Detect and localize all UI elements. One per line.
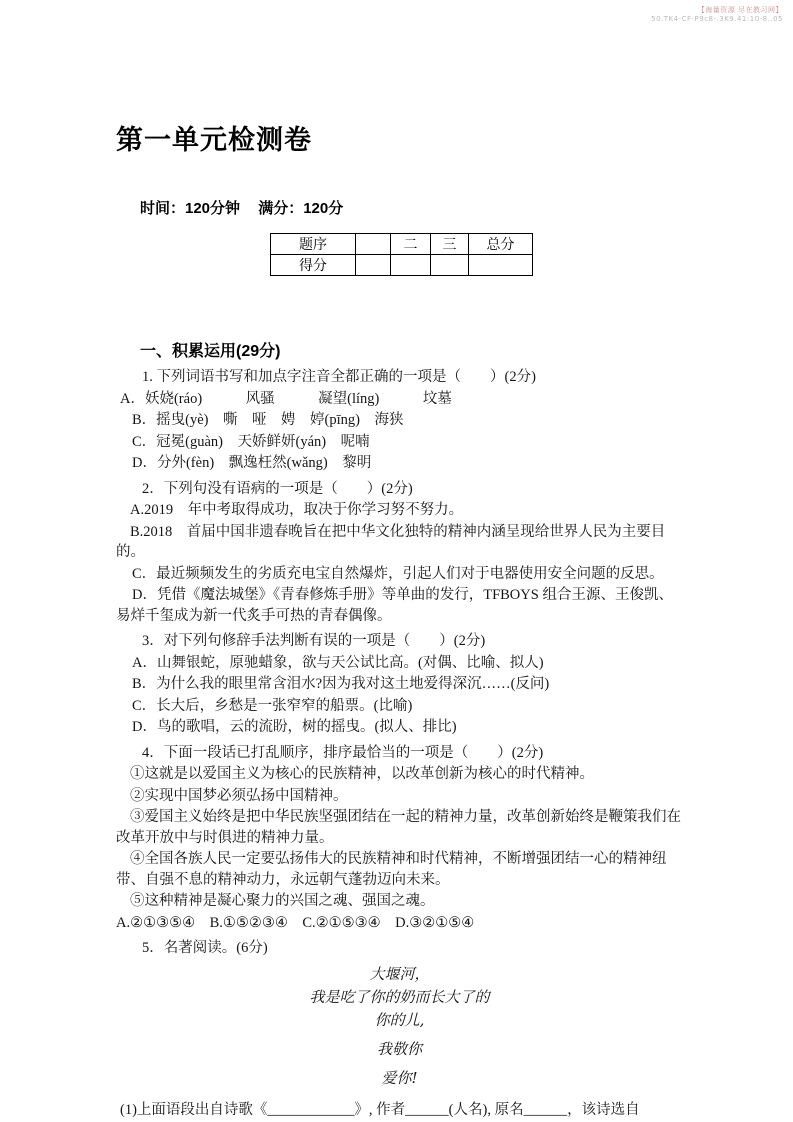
- poem-line: 你的儿,: [374, 1010, 425, 1029]
- table-cell: [431, 255, 469, 276]
- q3-option-c: C．长大后，乡愁是一张窄窄的船票。(比喻): [132, 697, 413, 714]
- q5-sub-question-1: (1)上面语段出自诗歌《____________》, 作者______(人名), 原名______，该诗选自: [120, 1101, 640, 1118]
- q2-stem: 2．下列句没有语病的一项是（ ）(2分): [142, 480, 413, 497]
- q3-stem: 3．对下列句修辞手法判断有误的一项是（ ）(2分): [142, 633, 486, 649]
- q3-option-a: A．山舞银蛇，原驰蜡象，欲与天公试比高。(对偶、比喻、拟人): [132, 654, 544, 671]
- q1-option-c: C．冠冕(guàn) 天娇鲜妍(yán) 呢喃: [132, 433, 370, 450]
- q2-option-a: A.2019 年中考取得成功，取决于你学习努不努力。: [130, 502, 464, 518]
- table-cell: [356, 234, 391, 255]
- q4-choices: A.②①③⑤④ B.①⑤②③④ C.②①⑤③④ D.③②①⑤④: [116, 914, 475, 931]
- table-cell: [469, 255, 533, 276]
- section-1-heading: 一、积累运用(29分): [140, 343, 281, 360]
- q5-stem: 5．名著阅读。(6分): [142, 940, 268, 956]
- watermark: [651, 6, 783, 24]
- q4-sentence-2: ②实现中国梦必须弘扬中国精神。: [130, 787, 348, 804]
- score-table-score-row: [271, 255, 533, 276]
- table-cell: [391, 255, 431, 276]
- exam-full-score: 满分：120分: [258, 200, 344, 217]
- q2-option-b: B.2018 首届中国非遗春晚旨在把中华文化独特的精神内涵呈现给世界人民为主要目的。: [116, 523, 666, 560]
- score-table: [270, 233, 533, 276]
- q4-stem: 4．下面一段话已打乱顺序，排序最恰当的一项是（ ）(2分): [142, 744, 544, 761]
- poem-line: 我敬你: [376, 1039, 422, 1058]
- poem-line: 大堰河，: [369, 964, 430, 983]
- score-table-header-row: [271, 234, 533, 255]
- q1-stem: 1. 下列词语书写和加点字注音全都正确的一项是（ ）(2分): [142, 369, 536, 385]
- q4-sentence-5: ⑤这种精神是凝心聚力的兴国之魂、强国之魂。: [130, 893, 435, 909]
- poem-excerpt: [116, 963, 683, 1090]
- watermark-line: 50.TK4-CF-P9c8-.3K9.41:10-8..05: [651, 15, 783, 23]
- q2-option-d: D．凭借《魔法城堡》《青春修炼手册》等单曲的发行，TFBOYS 组合王源、王俊凯、易烊千玺成为新一代炙手可热的青春偶像。: [116, 587, 673, 624]
- q4-sentence-3: ③爱国主义始终是把中华民族坚强团结在一起的精神力量，改革创新始终是鞭策我们在改革开放中与时俱进的精神力量。: [116, 809, 681, 846]
- table-cell: 总分: [469, 234, 533, 255]
- exam-time: 时间：120分钟: [140, 200, 241, 217]
- table-cell: 二: [391, 234, 431, 255]
- q2-option-c: C．最近频频发生的劣质充电宝自然爆炸，引起人们对于电器使用安全问题的反思。: [132, 565, 664, 582]
- q4-sentence-1: ①这就是以爱国主义为核心的民族精神，以改革创新为核心的时代精神。: [130, 766, 594, 782]
- q4-sentence-4: ④全国各族人民一定要弘扬伟大的民族精神和时代精神，不断增强团结一心的精神纽带、自强不息的精神动力，永远朝气蓬勃迈向未来。: [116, 851, 667, 888]
- q1-option-d: D．分外(fèn) 飘逸枉然(wǎng) 黎明: [132, 455, 372, 471]
- q1-option-a: A．妖娆(ráo) 风骚 凝望(líng) 坟墓: [120, 390, 452, 407]
- q3-option-b: B．为什么我的眼里常含泪水?因为我对这土地爱得深沉……(反问): [132, 676, 550, 692]
- watermark-line: 【海量资源 尽在教习网】: [697, 6, 783, 14]
- table-cell: [356, 255, 391, 276]
- poem-line: 我是吃了你的奶而长大了的: [309, 987, 490, 1006]
- poem-line: 爱你!: [381, 1068, 418, 1087]
- table-cell: 三: [431, 234, 469, 255]
- q3-option-d: D．鸟的歌唱，云的流盼，树的摇曳。(拟人、排比): [132, 719, 457, 735]
- exam-meta: [140, 197, 683, 218]
- table-cell: 得分: [271, 255, 356, 276]
- q1-option-b: B．摇曳(yè) 嘶 哑 娉 婷(pīng) 海狭: [132, 412, 404, 428]
- page-title: 第一单元检测卷: [116, 125, 312, 155]
- table-cell: 题序: [271, 234, 356, 255]
